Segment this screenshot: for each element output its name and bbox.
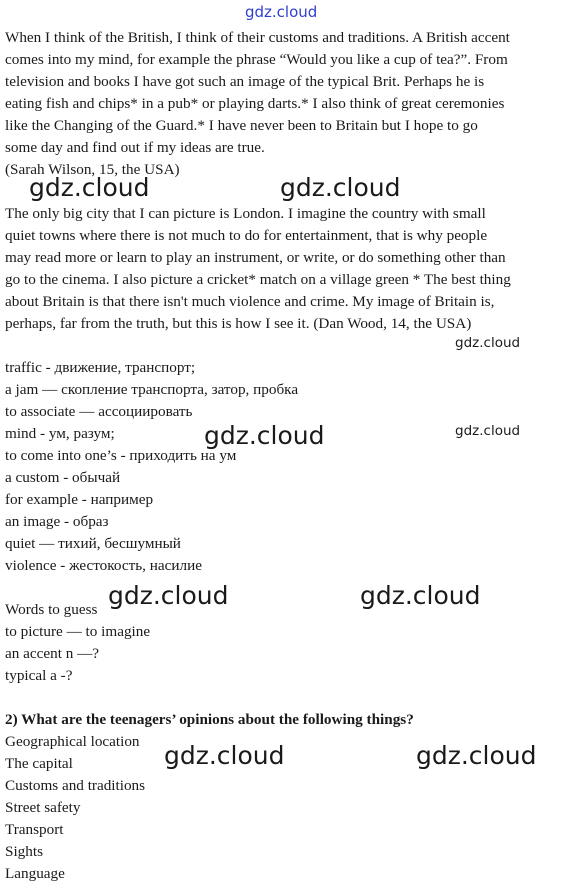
watermark: gdz.cloud xyxy=(455,423,521,439)
watermark: gdz.cloud xyxy=(360,581,481,610)
question-item: Customs and traditions xyxy=(5,777,146,794)
question-title: 2) What are the teenagers’ opinions about the following things? xyxy=(5,711,414,728)
guess-item: an accent n —? xyxy=(5,645,100,662)
vocabulary-item: a custom - обычай xyxy=(5,469,121,486)
question-item: Street safety xyxy=(5,799,81,816)
watermark: gdz.cloud xyxy=(29,173,150,202)
question-item: The capital xyxy=(5,755,73,772)
question-item: Transport xyxy=(5,821,64,838)
text-line: eating fish and chips* in a pub* or playing darts.* I also think of great ceremonies xyxy=(5,95,505,112)
watermark: gdz.cloud xyxy=(108,581,229,610)
text-line: some day and find out if my ideas are true. xyxy=(5,139,265,156)
vocabulary-item: to associate — ассоциировать xyxy=(5,403,193,420)
guess-item: to picture — to imagine xyxy=(5,623,151,640)
vocabulary-item: violence - жестокость, насилие xyxy=(5,557,202,574)
watermark: gdz.cloud xyxy=(416,741,537,770)
text-line: television and books I have got such an image of the typical Brit. Perhaps he is xyxy=(5,73,485,90)
text-line: perhaps, far from the truth, but this is how I see it. (Dan Wood, 14, the USA) xyxy=(5,315,472,332)
text-line: The only big city that I can picture is London. I imagine the country with small xyxy=(5,205,486,222)
vocabulary-item: a jam — скопление транспорта, затор, пробка xyxy=(5,381,299,398)
watermark: gdz.cloud xyxy=(164,741,285,770)
watermark-top: gdz.cloud xyxy=(245,3,318,21)
guess-item: typical a -? xyxy=(5,667,73,684)
vocabulary-item: for example - например xyxy=(5,491,154,508)
watermark: gdz.cloud xyxy=(455,335,521,351)
vocabulary-item: quiet — тихий, бесшумный xyxy=(5,535,181,552)
question-item: Sights xyxy=(5,843,43,860)
watermark: gdz.cloud xyxy=(280,173,401,202)
text-line: When I think of the British, I think of their customs and traditions. A British accent xyxy=(5,29,510,46)
question-item: Language xyxy=(5,865,65,882)
text-line: may read more or learn to play an instrument, or write, or do something other than xyxy=(5,249,506,266)
vocabulary-item: traffic - движение, транспорт; xyxy=(5,359,196,376)
vocabulary-item: mind - ум, разум; xyxy=(5,425,115,442)
text-line: go to the cinema. I also picture a cricket* match on a village green * The best thing xyxy=(5,271,511,288)
text-line: quiet towns where there is not much to do for entertainment, that is why people xyxy=(5,227,488,244)
question-item: Geographical location xyxy=(5,733,140,750)
watermark: gdz.cloud xyxy=(204,421,325,450)
text-line: like the Changing of the Guard.* I have never been to Britain but I hope to go xyxy=(5,117,478,134)
author-signature: (Sarah Wilson, 15, the USA) xyxy=(5,161,180,178)
vocabulary-item: an image - образ xyxy=(5,513,109,530)
text-line: about Britain is that there isn't much violence and crime. My image of Britain is, xyxy=(5,293,495,310)
text-line: comes into my mind, for example the phrase “Would you like a cup of tea?”. From xyxy=(5,51,508,68)
vocabulary-item: to come into one’s - приходить на ум xyxy=(5,447,237,464)
words-to-guess-heading: Words to guess xyxy=(5,601,98,618)
